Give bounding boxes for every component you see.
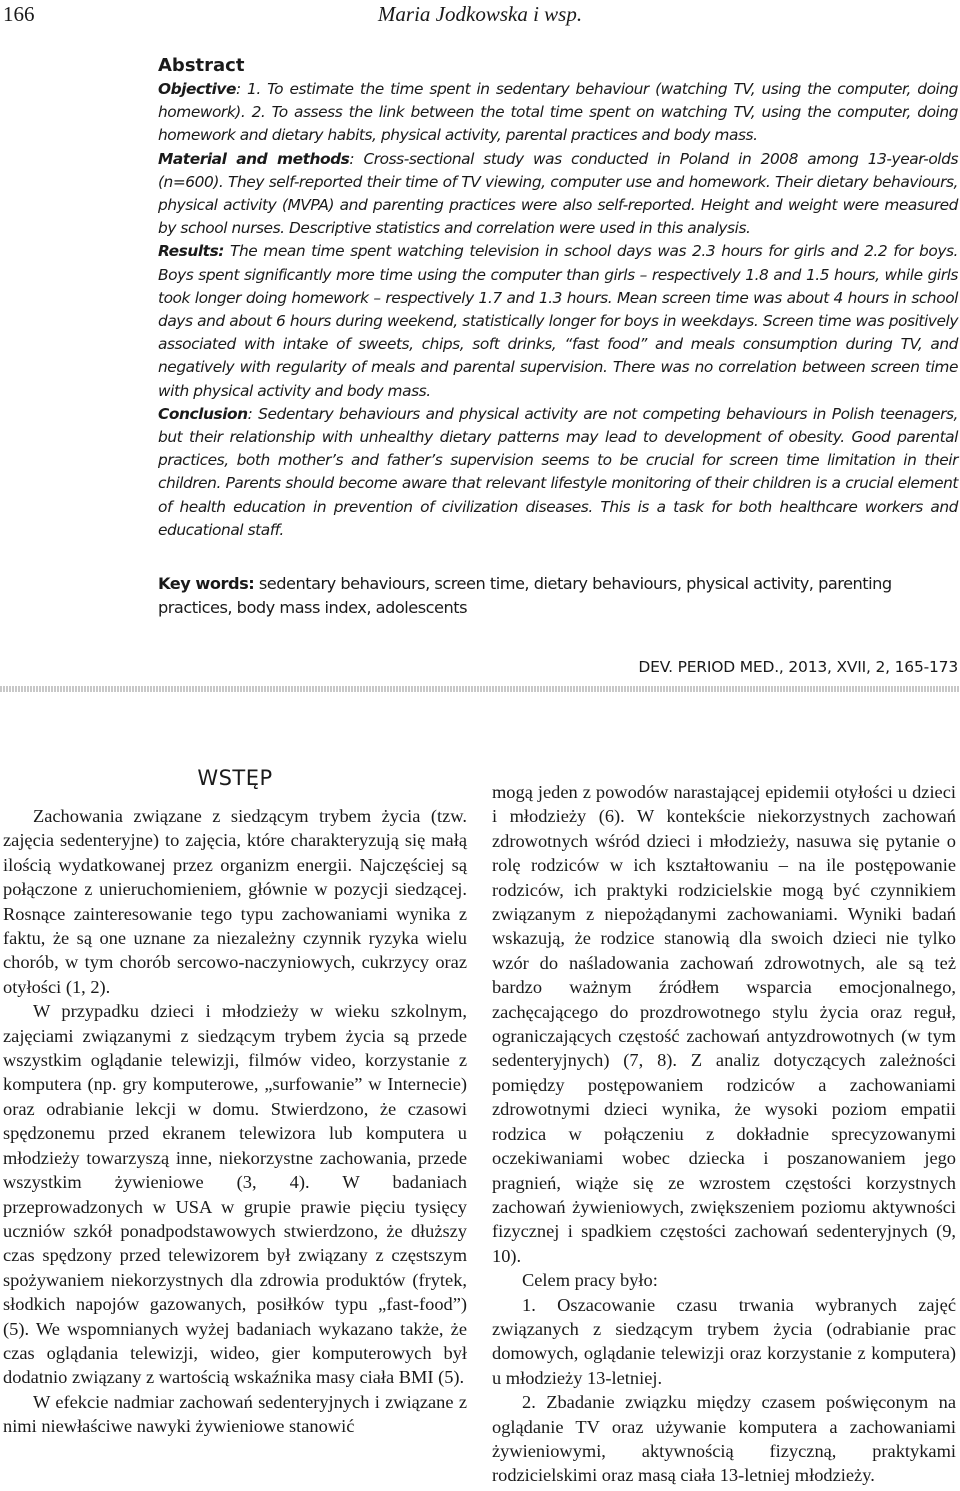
keywords [158, 572, 958, 619]
left-paragraph: Zachowania związane z siedzącym trybem życia (tzw. zajęcia sedenteryjne) to zajęcia, które charakteryzują się małą ilością wydatkowanej przez organizm energii. Najczęściej są połączone z unieruchomieniem, głównie w pozycji siedzącej. Rosnące zainteresowanie tego typu zachowaniami wynika z faktu, że są one uznane za niezależny czynnik ryzyka wielu chorób, w tym chorób sercowo-naczyniowych, cukrzycy oraz otyłości (1, 2). [3, 806, 467, 997]
right-paragraph: mogą jeden z powodów narastającej epidemii otyłości u dzieci i młodzieży (6). W kontekście niekorzystnych zachowań zdrowotnych wśród dzieci i młodzieży, nasuwa się pytanie o rolę rodziców w ich kształtowaniu – na ile postępowanie rodziców, ich praktyki rodzicielskie mogą być czynnikiem związanym z niepożądanymi zachowaniami. Wyniki badań wskazują, że rodzice stanowią dla swoich dzieci nie tylko wzór do naśladowania zachowań zdrowotnych, ale są też bardzo ważnym źródłem wsparcia emocjonalnego, zachęcającego do prozdrowotnego stylu życia oraz reguł, ograniczających częstość zachowań antyzdrowotnych (w tym sedenteryjnych) (7, 8). Z analiz dotyczących zależności pomiędzy postępowaniem rodziców a zachowaniami zdrowotnymi dzieci wynika, że wysoki poziom empatii rodzica w połączeniu z dokładnie sprecyzowanymi oczekiwaniami wobec dziecka i poszanowaniem jego pragnień, wiąże się ze wzrostem częstości korzystnych zachowań żywieniowych, zwiększeniem poziomu aktywności fizycznej i spadkiem częstości zachowań sedenteryjnych (9, 10). [492, 782, 956, 1266]
right-column [492, 780, 956, 1488]
conclusion-label: Conclusion [158, 404, 248, 423]
right-paragraph: Celem pracy było: [522, 1270, 658, 1291]
conclusion-text: : Sedentary behaviours and physical activity are not competing behaviours in Polish teenagers, but their relationship with unhealthy dietary patterns may lead to development of obesity. Good parental practices, both mother’s and father’s supervision seems to be crucial for screen time limitation in their children. Parents should become aware that relevant lifestyle monitoring of their children is a crucial element of health education in prevention of civilization diseases. This is a task for both healthcare workers and educational staff. [158, 404, 958, 539]
abstract-methods [158, 148, 958, 241]
keywords-label: Key words: [158, 574, 255, 593]
objective-label: Objective [158, 80, 236, 98]
abstract-results [158, 240, 958, 402]
keywords-text: sedentary behaviours, screen time, dietary behaviours, physical activity, parenting practices, body mass index, adolescents [158, 574, 892, 617]
left-column [3, 804, 467, 1439]
results-text: The mean time spent watching television in school days was 2.3 hours for girls and 2.2 for boys. Boys spent significantly more time using the computer than girls – respectively 1.8 and 1.5 hours, while girls took longer doing homework – respectively 1.7 and 1.3 hours. Mean screen time was about 4 hours in school days and about 6 hours during weekend, statistically longer for boys in weekdays. Screen time was positively associated with intake of sweets, chips, soft drinks, “fast food” and meals consumption during TV, and negatively with regularity of meals and parental supervision. There was no correlation between screen time with physical activity and body mass. [158, 242, 958, 400]
section-heading: WSTĘP [197, 766, 273, 790]
divider-rule [0, 686, 960, 692]
objective-text: : 1. To estimate the time spent in sedentary behaviour (watching TV, using the computer, doing homework). 2. To assess the link between the total time spent on watching TV, using the computer, doing homework and dietary habits, physical activity, parental practices and body mass. [158, 80, 958, 145]
methods-label: Material and methods [158, 149, 350, 168]
journal-citation: DEV. PERIOD MED., 2013, XVII, 2, 165-173 [638, 658, 958, 676]
methods-text: : Cross-sectional study was conducted in Poland in 2008 among 13-year-olds (n=600). They self-reported their time of TV viewing, computer use and homework. Their dietary behaviours, physical activity (MVPA) and parenting practices were also self-reported. Height and weight were measured by school nurses. Descriptive statistics and correlation were used in this analysis. [158, 149, 959, 238]
right-paragraph: 2. Zbadanie związku między czasem poświęconym na oglądanie TV oraz używanie komputera a zachowaniami żywieniowymi, aktywnością fizyczną, praktykami rodzicielskimi oraz masą ciała 13-letniej młodzieży. [492, 1392, 956, 1486]
abstract-objective [158, 78, 958, 148]
abstract-heading: Abstract [158, 55, 245, 76]
abstract-conclusion [158, 403, 958, 542]
right-paragraph: 1. Oszacowanie czasu trwania wybranych zajęć związanych z siedzącym trybem życia (odrabianie prac domowych, oglądanie telewizji oraz korzystanie z komputera) u młodzieży 13-letniej. [492, 1294, 956, 1388]
left-paragraph: W efekcie nadmiar zachowań sedenteryjnych i związane z nimi niewłaściwe nawyki żywieniowe stanowić [3, 1391, 467, 1437]
abstract [158, 54, 958, 542]
left-paragraph: W przypadku dzieci i młodzieży w wieku szkolnym, zajęciami związanymi z siedzącym trybem życia są przede wszystkim oglądanie telewizji, filmów video, korzystanie z komputera (np. gry komputerowe, „surfowanie” w Internecie) oraz odrabianie lekcji w domu. Stwierdzono, że czasowi spędzonemu przed ekranem telewizora lub komputera u młodzieży towarzyszą inne, niekorzystne zachowania, przede wszystkim żywieniowe (3, 4). W badaniach przeprowadzonych w USA w grupie prawie pięciu tysięcy uczniów szkół ponadpodstawowych stwierdzono, że dłuższy czas spędzony przed telewizorem był związany z częstszym spożywaniem niekorzystnych dla zdrowia produktów (frytek, słodkich napojów gazowanych, posiłków typu „fast-food”) (5). We wspomnianych wyżej badaniach wykazano także, że czas oglądania telewizji, wideo, gier komputerowych był dodatnio związany z wartością wskaźnika masy ciała BMI (5). [3, 1001, 467, 1388]
page-number: 166 [3, 2, 35, 26]
running-head: Maria Jodkowska i wsp. [377, 2, 583, 26]
results-label: Results: [158, 242, 224, 261]
